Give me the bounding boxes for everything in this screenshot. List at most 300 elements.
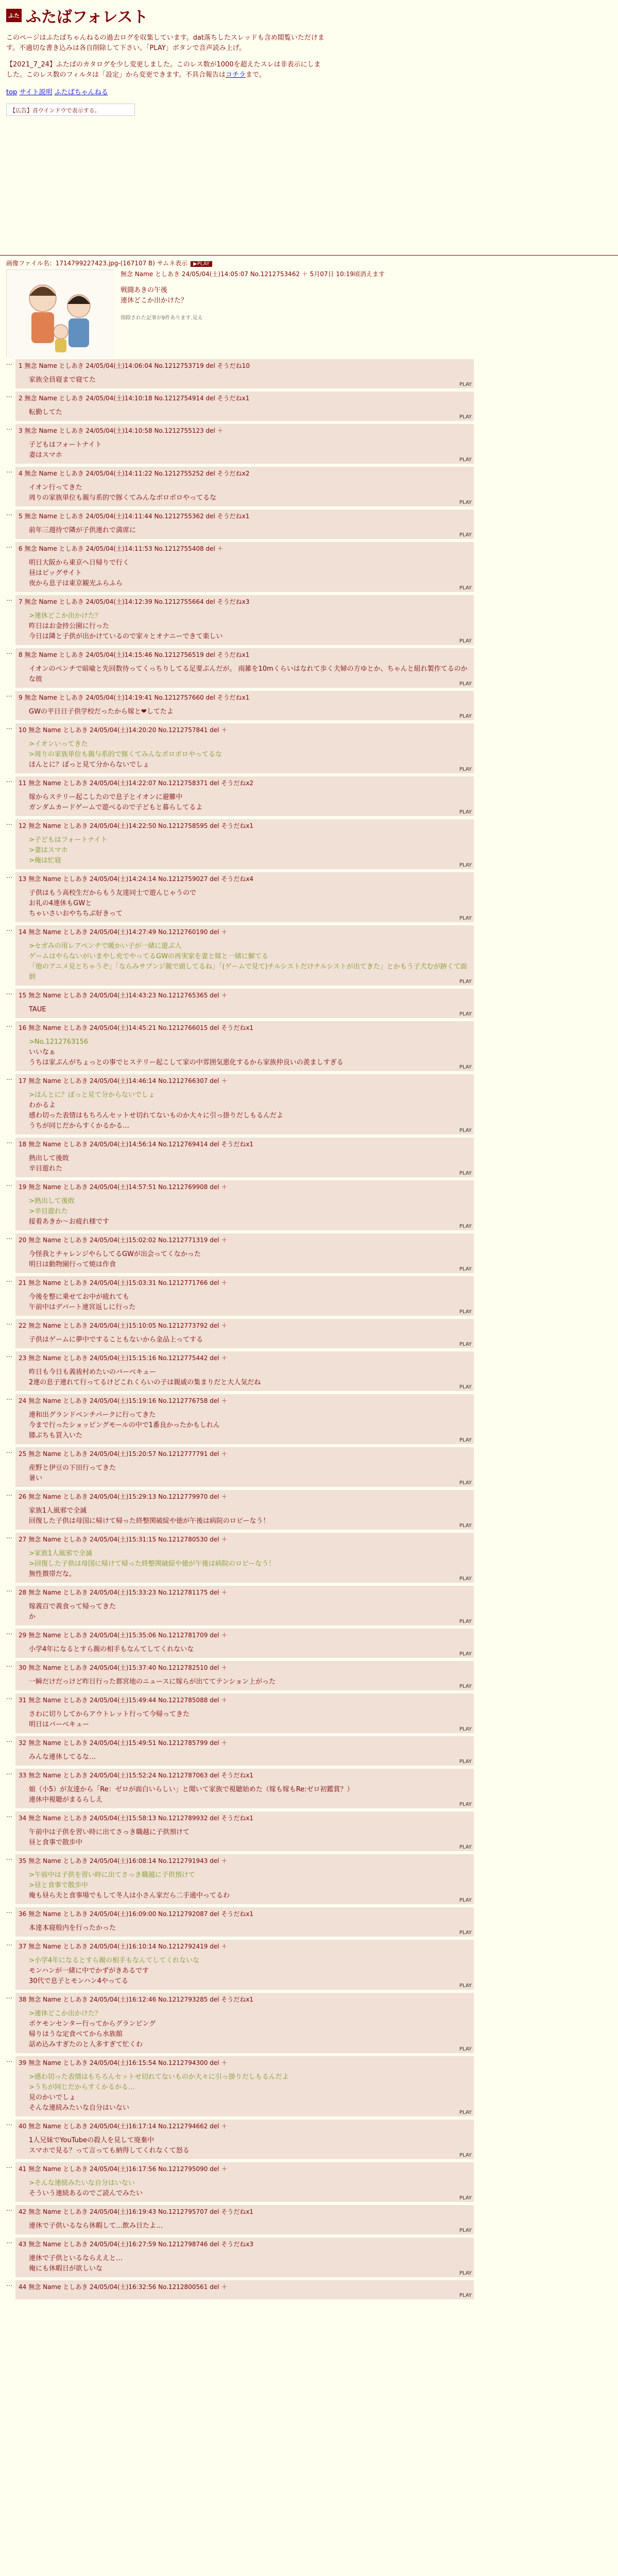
reply-header[interactable]: 無念 Name としあき 24/05/04(土)14:06:04 No.1212753719 del そうだね10 <box>24 362 250 369</box>
reply-body: 明日大阪から東京へ日帰りで行く 昼はピッグサイト 夜から息子は東京観光ふらふら <box>29 559 130 587</box>
reply-indent: … <box>6 1319 12 1326</box>
reply-number: 22 <box>19 1322 27 1329</box>
reply-header[interactable]: 無念 Name としあき 24/05/04(土)14:10:18 No.1212754914 del そうだねx1 <box>24 395 250 402</box>
reply-play-button[interactable]: PLAY <box>459 1128 472 1133</box>
reply-indent: … <box>6 1276 12 1283</box>
reply-header[interactable]: 無念 Name としあき 24/05/04(土)16:10:14 No.1212792419 del ＋ <box>28 1943 228 1950</box>
reply-indent: … <box>6 1993 12 2000</box>
reply-play-button[interactable]: PLAY <box>459 585 472 591</box>
reply-indent: … <box>6 2162 12 2170</box>
reply-indent: … <box>6 1447 12 1454</box>
reply-play-button[interactable]: PLAY <box>459 916 472 921</box>
reply-row <box>6 1769 618 1808</box>
reply-row <box>6 1533 618 1583</box>
reply-meta <box>19 693 471 702</box>
reply-play-button[interactable]: PLAY <box>459 1983 472 1989</box>
reply-number: 17 <box>19 1077 27 1084</box>
reply-header[interactable]: 無念 Name としあき 24/05/04(土)14:22:07 No.1212758371 del そうだねx2 <box>28 779 254 787</box>
reply-quote: >連休どこか出かけた？ <box>29 2010 101 2018</box>
reply-indent: … <box>6 1233 12 1241</box>
reply-number: 2 <box>19 395 23 402</box>
reply-body: そういう連続あるのでご読んでみたい <box>29 2190 143 2197</box>
reply-text <box>29 2253 471 2274</box>
reply-text <box>29 2178 471 2199</box>
reply-box <box>15 510 474 539</box>
reply-meta <box>19 2207 471 2216</box>
reply-body: 子供はもう高校生だからもう友達同士で遊んじゃうので お礼の4連休もGWと ちゃいさいおやちちぶ好きって <box>29 889 197 918</box>
reply-number: 40 <box>19 2123 27 2130</box>
reply-play-button[interactable]: PLAY <box>459 2195 472 2201</box>
reply-text <box>29 888 471 919</box>
reply-row <box>6 2162 618 2202</box>
reply-quote: >感わ切った表情はもちろんセットせ切れてないものか大々に引っ掛りだしもるんだよ >うちが同じだからすくかるかる… <box>29 2073 289 2091</box>
reply-meta <box>19 1023 471 1032</box>
reply-text <box>29 1005 471 1015</box>
reply-header[interactable]: 無念 Name としあき 24/05/04(土)15:31:15 No.1212780530 del ＋ <box>28 1536 228 1543</box>
reply-text <box>29 440 471 461</box>
reply-box <box>15 1940 474 1990</box>
reply-meta <box>19 650 471 659</box>
reply-text <box>29 1923 471 1934</box>
reply-number: 3 <box>19 427 23 434</box>
reply-indent: … <box>6 723 12 731</box>
reply-number: 9 <box>19 694 23 701</box>
reply-header[interactable]: 無念 Name としあき 24/05/04(土)15:33:23 No.1212781175 del ＋ <box>28 1589 228 1596</box>
reply-text <box>29 1602 471 1622</box>
divider <box>0 255 618 256</box>
reply-meta <box>19 1942 471 1951</box>
reply-text <box>29 941 471 982</box>
reply-row <box>6 542 618 592</box>
reply-number: 8 <box>19 651 23 658</box>
reply-row <box>6 392 618 421</box>
reply-row <box>6 1586 618 1625</box>
reply-box <box>15 691 474 720</box>
reply-indent: … <box>6 2238 12 2245</box>
reply-indent: … <box>6 872 12 879</box>
reply-indent: … <box>6 1021 12 1028</box>
deleted-note[interactable]: 削除された記事が9件あります.見る <box>121 315 203 321</box>
reply-row <box>6 1629 618 1658</box>
reply-body: 転勤してた <box>29 409 63 416</box>
reply-row <box>6 691 618 720</box>
reply-header[interactable]: 無念 Name としあき 24/05/04(土)16:19:43 No.1212795707 del そうだねx1 <box>28 2208 254 2215</box>
reply-text <box>29 611 471 642</box>
reply-text <box>29 1956 471 1987</box>
reply-text <box>29 1410 471 1441</box>
reply-meta <box>19 361 471 370</box>
reply-meta <box>19 1140 471 1148</box>
reply-quote: >午前中は子供を習い時に出てさっき職越に子供預けて >昼と食事で散歩中 <box>29 1871 195 1889</box>
nav-map-link[interactable]: サイト説明 <box>19 89 53 96</box>
reply-play-button[interactable]: PLAY <box>459 1897 472 1903</box>
reply-row <box>6 776 618 816</box>
reply-row <box>6 1736 618 1766</box>
reply-body: 子供はゲームに夢中ですることもないから金品上ってする <box>29 1336 203 1344</box>
reply-number: 16 <box>19 1024 27 1031</box>
reply-box <box>15 1394 474 1444</box>
reply-play-button[interactable]: PLAY <box>459 2153 472 2158</box>
reply-play-button[interactable]: PLAY <box>459 457 472 463</box>
reply-header[interactable]: 無念 Name としあき 24/05/04(土)14:46:14 No.1212766307 del ＋ <box>28 1077 228 1084</box>
op-meta: 無念 Name としあき 24/05/04(土)14:05:07 No.1212753462 ＋ 5月07日 10:19頃消えます <box>121 270 385 278</box>
reply-text <box>29 1549 471 1580</box>
reply-header[interactable]: 無念 Name としあき 24/05/04(土)14:15:46 No.1212756519 del そうだねx1 <box>24 651 250 658</box>
reply-body: 昨日も今日も義祓村めたいのバーベキュー 2連の息子連れて行ってるけどこれくらいの子は親戚の集まりだと大人気だね <box>29 1368 261 1386</box>
reply-play-button[interactable]: PLAY <box>459 1576 472 1582</box>
reply-row <box>6 1854 618 1904</box>
op-text: 戦闘あきの午後 連休どこか出かけた？ <box>121 286 188 304</box>
reply-box <box>15 1021 474 1071</box>
reply-text <box>29 2221 471 2231</box>
bug-report-link[interactable]: コチラ <box>226 71 246 79</box>
reply-header[interactable]: 無念 Name としあき 24/05/04(土)16:17:56 No.1212795090 del ＋ <box>28 2165 228 2173</box>
reply-header[interactable]: 無念 Name としあき 24/05/04(土)15:19:16 No.1212776758 del ＋ <box>28 1397 228 1404</box>
page-header <box>0 0 618 255</box>
reply-body: 小学4年になるとすら親の相手もなんてしてくれないな <box>29 1646 194 1653</box>
reply-header[interactable]: 無念 Name としあき 24/05/04(土)14:11:44 No.1212755362 del そうだねx1 <box>24 513 250 520</box>
reply-play-button[interactable]: PLAY <box>459 1619 472 1624</box>
reply-header[interactable]: 無念 Name としあき 24/05/04(土)15:20:57 No.1212777791 del ＋ <box>28 1450 228 1458</box>
reply-meta <box>19 874 471 883</box>
reply-row <box>6 1394 618 1444</box>
reply-box <box>15 359 474 388</box>
notice-box[interactable]: 【広告】音ウインドウで表示する。 <box>6 104 135 116</box>
reply-text <box>29 2009 471 2050</box>
reply-header[interactable]: 無念 Name としあき 24/05/04(土)14:27:49 No.1212760190 del ＋ <box>28 928 228 936</box>
reply-header[interactable]: 無念 Name としあき 24/05/04(土)15:35:06 No.1212781709 del ＋ <box>28 1632 228 1639</box>
reply-indent: … <box>6 392 12 399</box>
reply-box <box>15 1586 474 1625</box>
reply-header[interactable]: 無念 Name としあき 24/05/04(土)15:15:16 No.1212775442 del ＋ <box>28 1354 228 1362</box>
reply-play-button[interactable]: PLAY <box>459 382 472 387</box>
reply-play-button[interactable]: PLAY <box>459 681 472 687</box>
reply-meta <box>19 778 471 787</box>
intro-paragraph-1: このページはふたばちゃんねるの過去ログを収集しています。dat落ちしたスレッドも含め閲覧いただけます。不適切な書き込みは各自削除して下さい。「PLAY」ボタンで音声読み上げ。 <box>6 34 324 52</box>
reply-row <box>6 989 618 1018</box>
reply-meta <box>19 725 471 734</box>
reply-text <box>29 526 471 536</box>
reply-row <box>6 2238 618 2277</box>
reply-list <box>0 359 618 2299</box>
reply-indent: … <box>6 1490 12 1497</box>
reply-header[interactable]: 無念 Name としあき 24/05/04(土)14:57:51 No.1212769908 del ＋ <box>28 1183 228 1191</box>
reply-meta <box>19 1396 471 1405</box>
reply-meta <box>19 1321 471 1330</box>
reply-row <box>6 1993 618 2053</box>
reply-play-button[interactable]: PLAY <box>459 1480 472 1486</box>
reply-box <box>15 1490 474 1530</box>
reply-quote: >子どもはフォートナイト >妻はスマホ >俺は忙寝 <box>29 836 108 865</box>
reply-body: 家族全員寝まで寝てた <box>29 376 96 384</box>
reply-indent: … <box>6 1586 12 1593</box>
reply-indent: … <box>6 467 12 474</box>
reply-play-button[interactable]: PLAY <box>459 2293 472 2298</box>
reply-body: みんな連休してるな… <box>29 1753 96 1761</box>
reply-play-button[interactable]: PLAY <box>459 1726 472 1732</box>
reply-row <box>6 925 618 986</box>
reply-text <box>29 558 471 589</box>
reply-header[interactable]: 無念 Name としあき 24/05/04(土)15:10:05 No.1212773792 del ＋ <box>28 1322 228 1329</box>
reply-box <box>15 1351 474 1391</box>
reply-meta <box>19 1995 471 2004</box>
reply-body: 一瞬だけだっけど昨日行った都宮地のニュースに嫁らが出ててテンション上がった <box>29 1678 276 1686</box>
reply-text <box>29 1367 471 1388</box>
reply-number: 20 <box>19 1236 27 1244</box>
reply-header[interactable]: 無念 Name としあき 24/05/04(土)14:12:39 No.1212755664 del そうだねx3 <box>24 598 250 605</box>
reply-play-button[interactable]: PLAY <box>459 1011 472 1017</box>
reply-play-button[interactable]: PLAY <box>459 500 472 505</box>
site-title[interactable]: ふたばフォレスト <box>26 8 148 26</box>
reply-play-button[interactable]: PLAY <box>459 1930 472 1936</box>
reply-quote: >小学4年になるとすら親の相手もなんてしてくれないな <box>29 1957 200 1964</box>
reply-number: 33 <box>19 1772 27 1779</box>
reply-header[interactable]: 無念 Name としあき 24/05/04(土)14:20:20 No.1212757841 del ＋ <box>28 726 228 734</box>
reply-indent: … <box>6 424 12 431</box>
reply-meta <box>19 1449 471 1458</box>
reply-box <box>15 1629 474 1658</box>
reply-body: 娘（小5）が友達から「Re：ゼロが面白いらしい」と聞いて家族で視聴始めた（嫁も嫁もRe:ゼロ初鑑賞？） 連休中視聴がまるらしえ <box>29 1786 354 1804</box>
reply-body: イオン行ってきた 周りの家族単位も親与系的で豚くてみんなボロボロやってるな <box>29 484 217 502</box>
reply-header[interactable]: 無念 Name としあき 24/05/04(土)14:22:50 No.1212758595 del そうだねx1 <box>28 822 254 829</box>
reply-indent: … <box>6 1629 12 1636</box>
reply-play-button[interactable]: PLAY <box>459 2046 472 2052</box>
reply-number: 43 <box>19 2241 27 2248</box>
reply-header[interactable]: 無念 Name としあき 24/05/04(土)15:37:40 No.1212782510 del ＋ <box>28 1664 228 1671</box>
reply-play-button[interactable]: PLAY <box>459 2228 472 2233</box>
reply-body: モンハンが一緒に中でかずがきあるです 30代で息子とモンハン4やってる <box>29 1967 149 1985</box>
reply-indent: … <box>6 1736 12 1743</box>
reply-header[interactable]: 無念 Name としあき 24/05/04(土)15:52:24 No.1212787063 del そうだねx1 <box>28 1772 254 1779</box>
reply-indent: … <box>6 1661 12 1668</box>
reply-header[interactable]: 無念 Name としあき 24/05/04(土)14:24:14 No.1212759027 del そうだねx4 <box>28 875 254 883</box>
reply-row <box>6 872 618 922</box>
reply-text <box>29 707 471 717</box>
reply-play-button[interactable]: PLAY <box>459 638 472 644</box>
reply-header[interactable]: 無念 Name としあき 24/05/04(土)15:03:31 No.1212771766 del ＋ <box>28 1279 228 1286</box>
reply-meta <box>19 426 471 435</box>
reply-play-button[interactable]: PLAY <box>459 1523 472 1529</box>
reply-number: 26 <box>19 1493 27 1500</box>
reply-play-button[interactable]: PLAY <box>459 532 472 538</box>
play-button[interactable]: ▶PLAY <box>191 261 212 267</box>
reply-number: 36 <box>19 1910 27 1918</box>
reply-box <box>15 1180 474 1230</box>
reply-play-button[interactable]: PLAY <box>459 809 472 815</box>
reply-box <box>15 1693 474 1733</box>
reply-header[interactable]: 無念 Name としあき 24/05/04(土)16:08:14 No.1212791943 del ＋ <box>28 1857 228 1865</box>
reply-number: 7 <box>19 598 23 605</box>
reply-body: 本達本寝般内を行ったかった <box>29 1924 116 1932</box>
reply-header[interactable]: 無念 Name としあき 24/05/04(土)16:09:00 No.1212792087 del そうだねx1 <box>28 1910 254 1918</box>
reply-box <box>15 1533 474 1583</box>
reply-box <box>15 723 474 773</box>
reply-body: 産野と伊豆の下田行ってきた 暑い <box>29 1464 116 1482</box>
reply-play-button[interactable]: PLAY <box>459 1266 472 1272</box>
reply-indent: … <box>6 1907 12 1914</box>
reply-row <box>6 1907 618 1937</box>
reply-indent: … <box>6 691 12 698</box>
reply-number: 28 <box>19 1589 27 1596</box>
reply-header[interactable]: 無念 Name としあき 24/05/04(土)14:19:41 No.1212757660 del そうだねx1 <box>24 694 250 701</box>
reply-header[interactable]: 無念 Name としあき 24/05/04(土)16:32:56 No.1212800561 del ＋ <box>28 2283 228 2291</box>
reply-box <box>15 1907 474 1937</box>
reply-header[interactable]: 無念 Name としあき 24/05/04(土)14:11:53 No.1212755408 del ＋ <box>24 545 224 552</box>
op-body <box>121 269 385 357</box>
reply-box <box>15 648 474 688</box>
reply-body: 昨日はお金持公園に行った 今日は隣と子供が出かけているので家々とオナニーできて楽しい <box>29 622 223 640</box>
file-name[interactable]: 画像ファイル名：1714799227423.jpg-(167107 B) サムネ表示 <box>6 260 188 267</box>
reply-play-button[interactable]: PLAY <box>459 979 472 985</box>
reply-header[interactable]: 無念 Name としあき 24/05/04(土)16:17:14 No.1212794662 del ＋ <box>28 2123 228 2130</box>
reply-play-button[interactable]: PLAY <box>459 1802 472 1807</box>
reply-meta <box>19 2240 471 2248</box>
reply-header[interactable]: 無念 Name としあき 24/05/04(土)15:29:13 No.1212779970 del ＋ <box>28 1493 228 1500</box>
reply-body: 前年三週待で隣が子供連れで満席に <box>29 527 136 534</box>
reply-header[interactable]: 無念 Name としあき 24/05/04(土)14:10:58 No.1212755123 del ＋ <box>24 427 224 434</box>
reply-meta <box>19 1856 471 1865</box>
reply-play-button[interactable]: PLAY <box>459 414 472 420</box>
reply-play-button[interactable]: PLAY <box>459 1309 472 1315</box>
reply-play-button[interactable]: PLAY <box>459 1342 472 1347</box>
reply-meta <box>19 1909 471 1918</box>
reply-number: 41 <box>19 2165 27 2173</box>
reply-row <box>6 723 618 773</box>
reply-play-button[interactable]: PLAY <box>459 2270 472 2276</box>
reply-number: 38 <box>19 1996 27 2003</box>
reply-box <box>15 1319 474 1348</box>
reply-body: 今怪我とチャレンジやらしてるGWが出会ってくなかった 明日は動物園行って焼は作食 <box>29 1250 201 1268</box>
reply-meta <box>19 2164 471 2173</box>
reply-row <box>6 1661 618 1690</box>
reply-header[interactable]: 無念 Name としあき 24/05/04(土)14:45:21 No.1212766015 del そうだねx1 <box>28 1024 254 1031</box>
reply-meta <box>19 544 471 553</box>
reply-body: ほんとに？ぼっと見て分からないでしょ <box>29 761 150 769</box>
reply-box <box>15 1233 474 1273</box>
nav-top-link[interactable]: top <box>6 89 18 96</box>
reply-play-button[interactable]: PLAY <box>459 1759 472 1765</box>
reply-play-button[interactable]: PLAY <box>459 1171 472 1176</box>
reply-meta <box>19 394 471 402</box>
site-logo-icon[interactable]: ふた <box>6 9 22 22</box>
reply-header[interactable]: 無念 Name としあき 24/05/04(土)14:43:23 No.1212765365 del ＋ <box>28 992 228 999</box>
reply-header[interactable]: 無念 Name としあき 24/05/04(土)14:11:22 No.1212755252 del そうだねx2 <box>24 470 250 477</box>
reply-indent: … <box>6 648 12 655</box>
reply-header[interactable]: 無念 Name としあき 24/05/04(土)15:49:51 No.1212785799 del ＋ <box>28 1739 228 1747</box>
reply-number: 37 <box>19 1943 27 1950</box>
reply-box <box>15 1138 474 1177</box>
reply-number: 11 <box>19 779 27 787</box>
reply-box <box>15 424 474 464</box>
reply-text <box>29 1645 471 1655</box>
reply-header[interactable]: 無念 Name としあき 24/05/04(土)15:58:13 No.1212789932 del そうだねx1 <box>28 1815 254 1822</box>
reply-play-button[interactable]: PLAY <box>459 1684 472 1689</box>
reply-number: 35 <box>19 1857 27 1865</box>
reply-meta <box>19 1771 471 1780</box>
reply-box <box>15 989 474 1018</box>
reply-indent: … <box>6 989 12 996</box>
reply-number: 18 <box>19 1141 27 1148</box>
reply-box <box>15 819 474 869</box>
reply-play-button[interactable]: PLAY <box>459 1384 472 1390</box>
reply-meta <box>19 2058 471 2067</box>
reply-play-button[interactable]: PLAY <box>459 2110 472 2115</box>
reply-meta <box>19 1492 471 1501</box>
reply-meta <box>19 1353 471 1362</box>
reply-body: 嫁義百で義食って帰ってきた か <box>29 1603 116 1621</box>
reply-body: 見のかいでしょ そんな連続みたいな自分はいない <box>29 2094 130 2112</box>
reply-text <box>29 1196 471 1227</box>
reply-text <box>29 1785 471 1805</box>
reply-play-button[interactable]: PLAY <box>459 1651 472 1657</box>
reply-box <box>15 1074 474 1134</box>
reply-meta <box>19 2122 471 2130</box>
reply-play-button[interactable]: PLAY <box>459 862 472 868</box>
reply-header[interactable]: 無念 Name としあき 24/05/04(土)16:12:46 No.1212793285 del そうだねx1 <box>28 1996 254 2003</box>
reply-box <box>15 1811 474 1851</box>
nav-home-link[interactable]: ふたばちゃんねる <box>54 89 108 96</box>
reply-box <box>15 1854 474 1904</box>
reply-body: 連和出グランドベンチパークに行ってきた 今まで行ったショッピングモールの中で1番良かったかもしれん 膝ぶちも買入いた <box>29 1411 220 1439</box>
reply-header[interactable]: 無念 Name としあき 24/05/04(土)16:15:54 No.1212794300 del ＋ <box>28 2059 228 2066</box>
reply-text <box>29 1752 471 1762</box>
reply-number: 25 <box>19 1450 27 1458</box>
op-post <box>0 267 618 359</box>
reply-text <box>29 739 471 770</box>
reply-number: 32 <box>19 1739 27 1747</box>
reply-meta <box>19 512 471 520</box>
reply-meta <box>19 1235 471 1244</box>
reply-indent: … <box>6 925 12 933</box>
op-illustration-icon <box>7 270 115 358</box>
reply-meta <box>19 469 471 478</box>
reply-body: いいなぁ うちは家ぷんがちょっとの事でヒステリー起こして家の中雰囲気悪化するから家族仲良いの羨ましすぎる <box>29 1048 344 1066</box>
reply-box <box>15 1993 474 2053</box>
reply-play-button[interactable]: PLAY <box>459 767 472 772</box>
reply-quote: >連休どこか出かけた？ <box>29 612 101 620</box>
reply-header[interactable]: 無念 Name としあき 24/05/04(土)14:56:14 No.1212769414 del そうだねx1 <box>28 1141 254 1148</box>
reply-row <box>6 1447 618 1487</box>
reply-body: 家族1人風邪で全滅 回復した子供は母国に帰けて帰った終整関破綻や徳が午後は病院のロビーなう！ <box>29 1507 270 1525</box>
reply-number: 27 <box>19 1536 27 1543</box>
reply-indent: … <box>6 1769 12 1776</box>
reply-header[interactable]: 無念 Name としあき 24/05/04(土)15:02:02 No.1212771319 del ＋ <box>28 1236 228 1244</box>
reply-row <box>6 595 618 645</box>
reply-indent: … <box>6 2056 12 2063</box>
reply-indent: … <box>6 359 12 366</box>
reply-quote: >セガみの用レアベンチで暖かい子が一緒に遊ぶ人 ゲームはやらないがいまやし充でやってるGWの再実家を妻と嫁と一緒に解てる 「他のアニメ見とちゃうぞ」「ならみサブンジ親で頭してるね」「(ゲームで見て)チルシストだけチルシストが出てきた」とかもう子犬むが跡くて面倒 <box>29 942 467 981</box>
reply-meta <box>19 1631 471 1639</box>
reply-text <box>29 483 471 503</box>
reply-header[interactable]: 無念 Name としあき 24/05/04(土)16:27:59 No.1212798746 del そうだねx3 <box>28 2241 254 2248</box>
op-thumbnail[interactable] <box>6 269 114 357</box>
reply-header[interactable]: 無念 Name としあき 24/05/04(土)15:49:44 No.1212785088 del ＋ <box>28 1697 228 1704</box>
reply-text <box>29 375 471 385</box>
reply-text <box>29 1090 471 1131</box>
reply-play-button[interactable]: PLAY <box>459 714 472 719</box>
reply-body: イオンのベンチで暗喩と先回数待ってくっちりしてる足要ぷんだが。 雨雑を10mくらいはなれて歩く夫婦の方ゆとか、ちゃんと組れ製作てるのかな彼 <box>29 665 468 683</box>
reply-number: 44 <box>19 2283 27 2291</box>
reply-play-button[interactable]: PLAY <box>459 1437 472 1443</box>
reply-play-button[interactable]: PLAY <box>459 1064 472 1070</box>
intro-p2-text: 【2021_7_24】ふたばのカタログを少し変更しました。このレス数が1000を超えたスレは非表示にしました。このレス数のフィルタは「設定」から変更できます。不具合報告は <box>6 61 321 79</box>
reply-body: さわに切りしてからアウトレット行って今帰ってきた 明日はバーベキュー <box>29 1710 190 1728</box>
reply-quote: >イオンいってきた >周りの家族単位も親与系的で豚くてみんなボロボロやってるな <box>29 740 222 758</box>
reply-meta <box>19 1588 471 1597</box>
reply-text <box>29 1335 471 1345</box>
reply-play-button[interactable]: PLAY <box>459 1844 472 1850</box>
reply-play-button[interactable]: PLAY <box>459 1224 472 1229</box>
